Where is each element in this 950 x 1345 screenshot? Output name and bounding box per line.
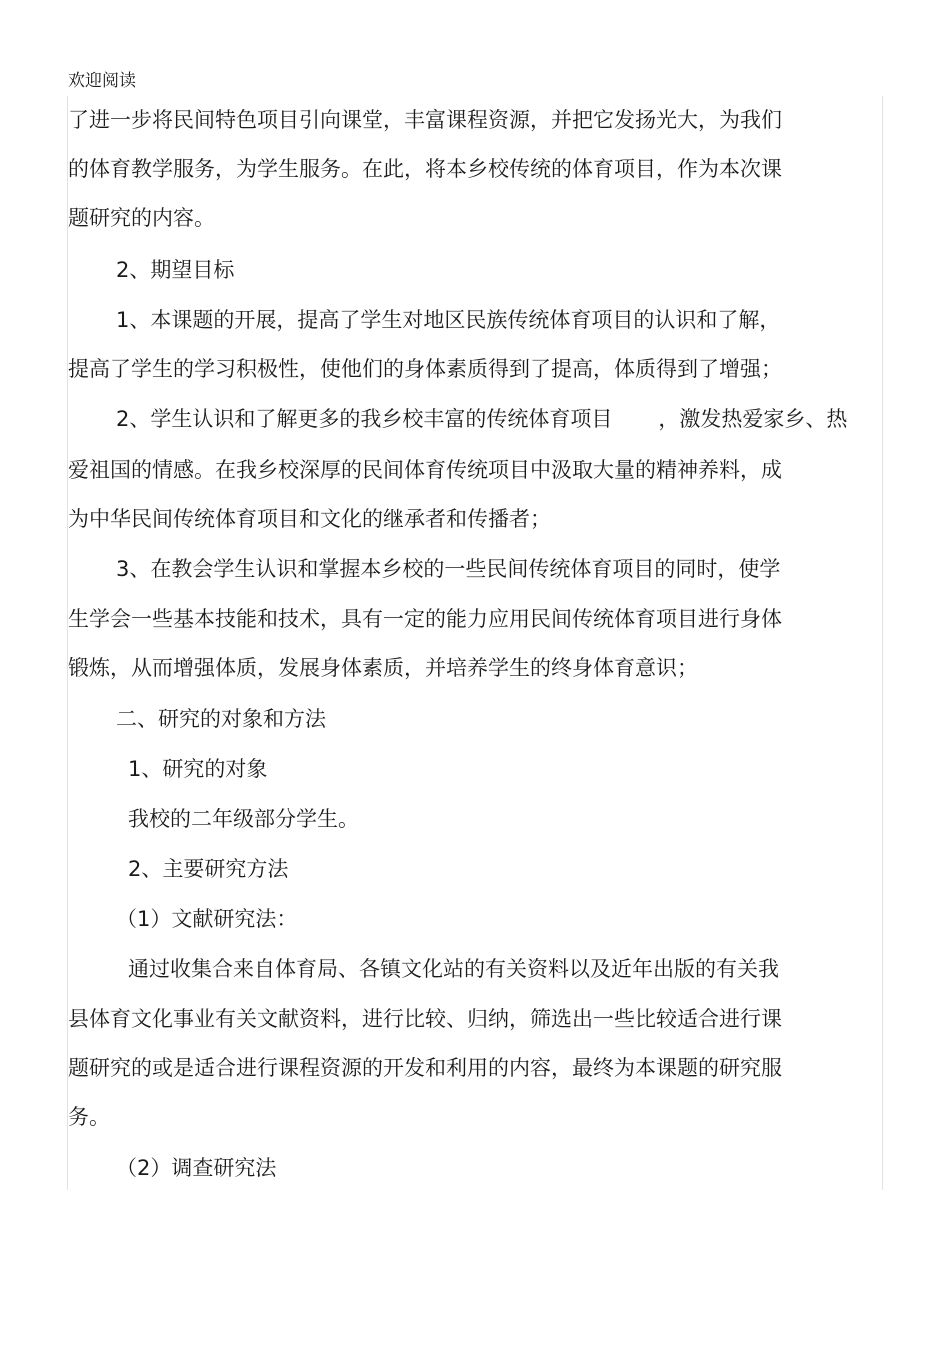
body-line-10: 3、在教会学生认识和掌握本乡校的一些民间传统体育项目的同时，使学 [116, 557, 781, 581]
body-line-8: 爱祖国的情感。在我乡校深厚的民间体育传统项目中汲取大量的精神养料，成 [68, 458, 782, 482]
body-line-6: 提高了学生的学习积极性，使他们的身体素质得到了提高，体质得到了增强； [68, 357, 782, 381]
subheading-main-methods: 2、主要研究方法 [128, 857, 289, 881]
body-line-5: 1、本课题的开展，提高了学生对地区民族传统体育项目的认识和了解， [116, 308, 781, 332]
body-line-12: 锻炼，从而增强体质，发展身体素质，并培养学生的终身体育意识； [68, 656, 698, 680]
body-line-1: 了进一步将民间特色项目引向课堂，丰富课程资源，并把它发扬光大，为我们 [68, 108, 782, 132]
right-margin-rule [882, 96, 883, 1190]
body-line-2: 的体育教学服务，为学生服务。在此，将本乡校传统的体育项目，作为本次课 [68, 157, 782, 181]
section-heading-expected-goals: 2、期望目标 [116, 258, 235, 282]
body-line-research-objects: 我校的二年级部分学生。 [128, 807, 359, 831]
body-line-9: 为中华民间传统体育项目和文化的继承者和传播者； [68, 507, 551, 531]
subheading-survey-research: （2）调查研究法 [116, 1156, 277, 1180]
body-line-20: 县体育文化事业有关文献资料，进行比较、归纳，筛选出一些比较适合进行课 [68, 1007, 782, 1031]
body-line-21: 题研究的或是适合进行课程资源的开发和利用的内容，最终为本课题的研究服 [68, 1056, 782, 1080]
header-note: 欢迎阅读 [68, 71, 136, 91]
section-heading-research-objects-methods: 二、研究的对象和方法 [116, 707, 326, 731]
subheading-research-objects: 1、研究的对象 [128, 757, 268, 781]
body-line-11: 生学会一些基本技能和技术，具有一定的能力应用民间传统体育项目进行身体 [68, 607, 782, 631]
body-line-7 [116, 405, 847, 433]
body-line-22: 务。 [68, 1105, 110, 1129]
subheading-literature-research: （1）文献研究法： [116, 907, 298, 931]
body-line-3: 题研究的内容。 [68, 206, 215, 230]
body-line-7-part-2: ，激发热爱家乡、热 [658, 407, 848, 431]
body-line-19: 通过收集合来自体育局、各镇文化站的有关资料以及近年出版的有关我 [128, 957, 779, 981]
body-line-7-part-1: 2、学生认识和了解更多的我乡校丰富的传统体育项目 [116, 407, 613, 431]
